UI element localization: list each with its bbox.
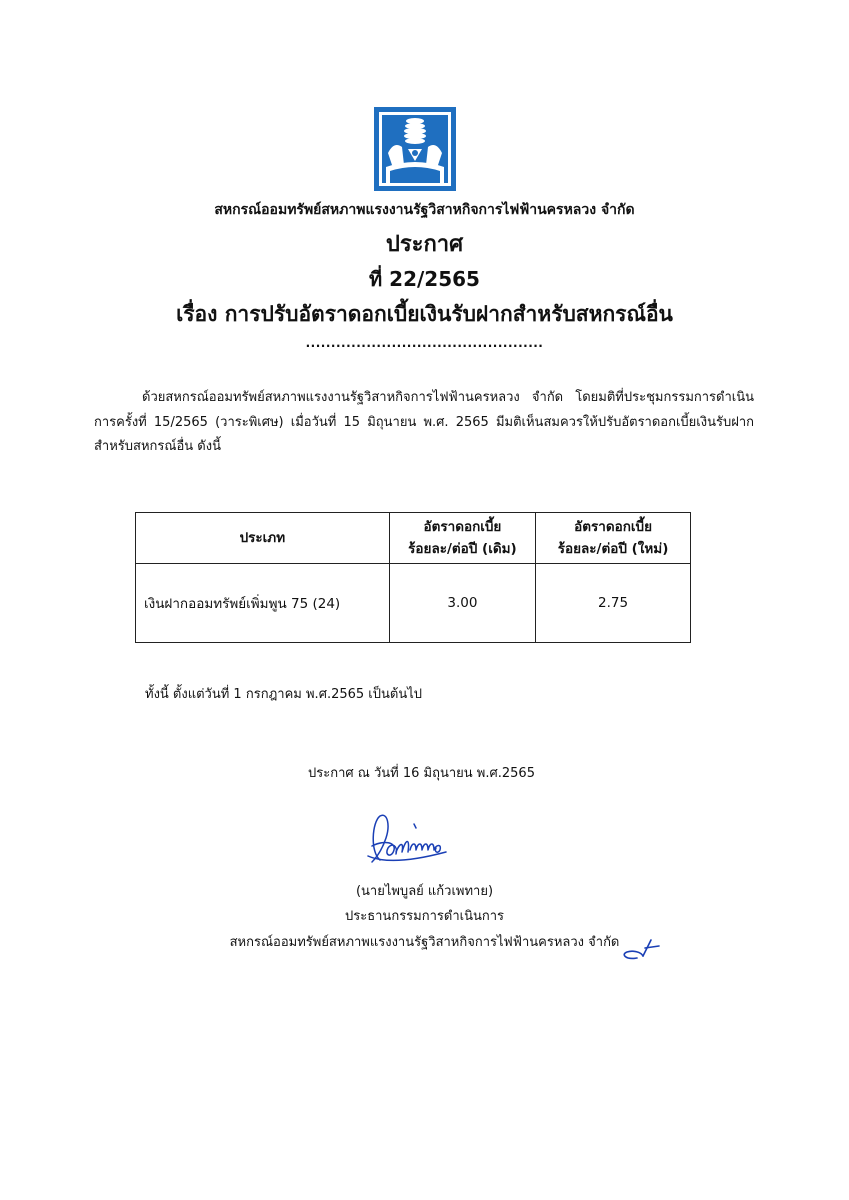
old-rate-cell: 3.00 [389,564,535,643]
initial-mark [617,930,665,962]
new-rate-cell: 2.75 [536,564,691,643]
deposit-type-cell: เงินฝากออมทรัพย์เพิ่มพูน 75 (24) [136,564,390,643]
header-new-rate [536,513,691,564]
announcement-number: ที่ 22/2565 [369,267,480,291]
table-row [136,564,691,643]
header-new-line2: ร้อยละ/ต่อปี (ใหม่) [557,541,669,557]
rates-table [135,512,691,643]
signer-title: ประธานกรรมการดำเนินการ [344,909,504,924]
signer-org: สหกรณ์ออมทรัพย์สหภาพแรงงานรัฐวิสาหกิจการไฟฟ้านครหลวง จำกัด [229,935,620,950]
header-old-line2: ร้อยละ/ต่อปี (เดิม) [408,541,517,557]
announcement-date: ประกาศ ณ วันที่ 16 มิถุนายน พ.ศ.2565 [308,766,535,781]
org-header: สหกรณ์ออมทรัพย์สหภาพแรงงานรัฐวิสาหกิจการไฟฟ้านครหลวง จำกัด [214,202,635,218]
header-old-rate [389,513,535,564]
header-type: ประเภท [136,513,390,564]
separator: ............................................... [305,336,544,350]
effective-date-text: ทั้งนี้ ตั้งแต่วันที่ 1 กรกฎาคม พ.ศ.2565 เป็นต้นไป [145,687,422,702]
body-paragraph [94,386,754,460]
announcement-title: ประกาศ [385,232,464,257]
announcement-subject: เรื่อง การปรับอัตราดอกเบี้ยเงินรับฝากสำหรับสหกรณ์อื่น [176,302,673,326]
header-old-line1: อัตราดอกเบี้ย [423,519,502,535]
body-text: ด้วยสหกรณ์ออมทรัพย์สหภาพแรงงานรัฐวิสาหกิจการไฟฟ้านครหลวง จำกัด โดยมติที่ประชุมกรรมการดำเนินการครั้งที่ 15/2565 (วาระพิเศษ) เมื่อวันที่ 15 มิถุนายน พ.ศ. 2565 มีมติเห็นสมควรให้ปรับอัตราดอกเบี้ยเงินรับฝากสำหรับสหกรณ์อื่น ดังนี้ [94,390,754,454]
header-new-line1: อัตราดอกเบี้ย [574,519,652,535]
signer-name: (นายไพบูลย์ แก้วเพทาย) [355,884,494,899]
cooperative-logo-icon [374,107,456,191]
signature-image [366,812,466,870]
table-header-row [136,513,691,564]
